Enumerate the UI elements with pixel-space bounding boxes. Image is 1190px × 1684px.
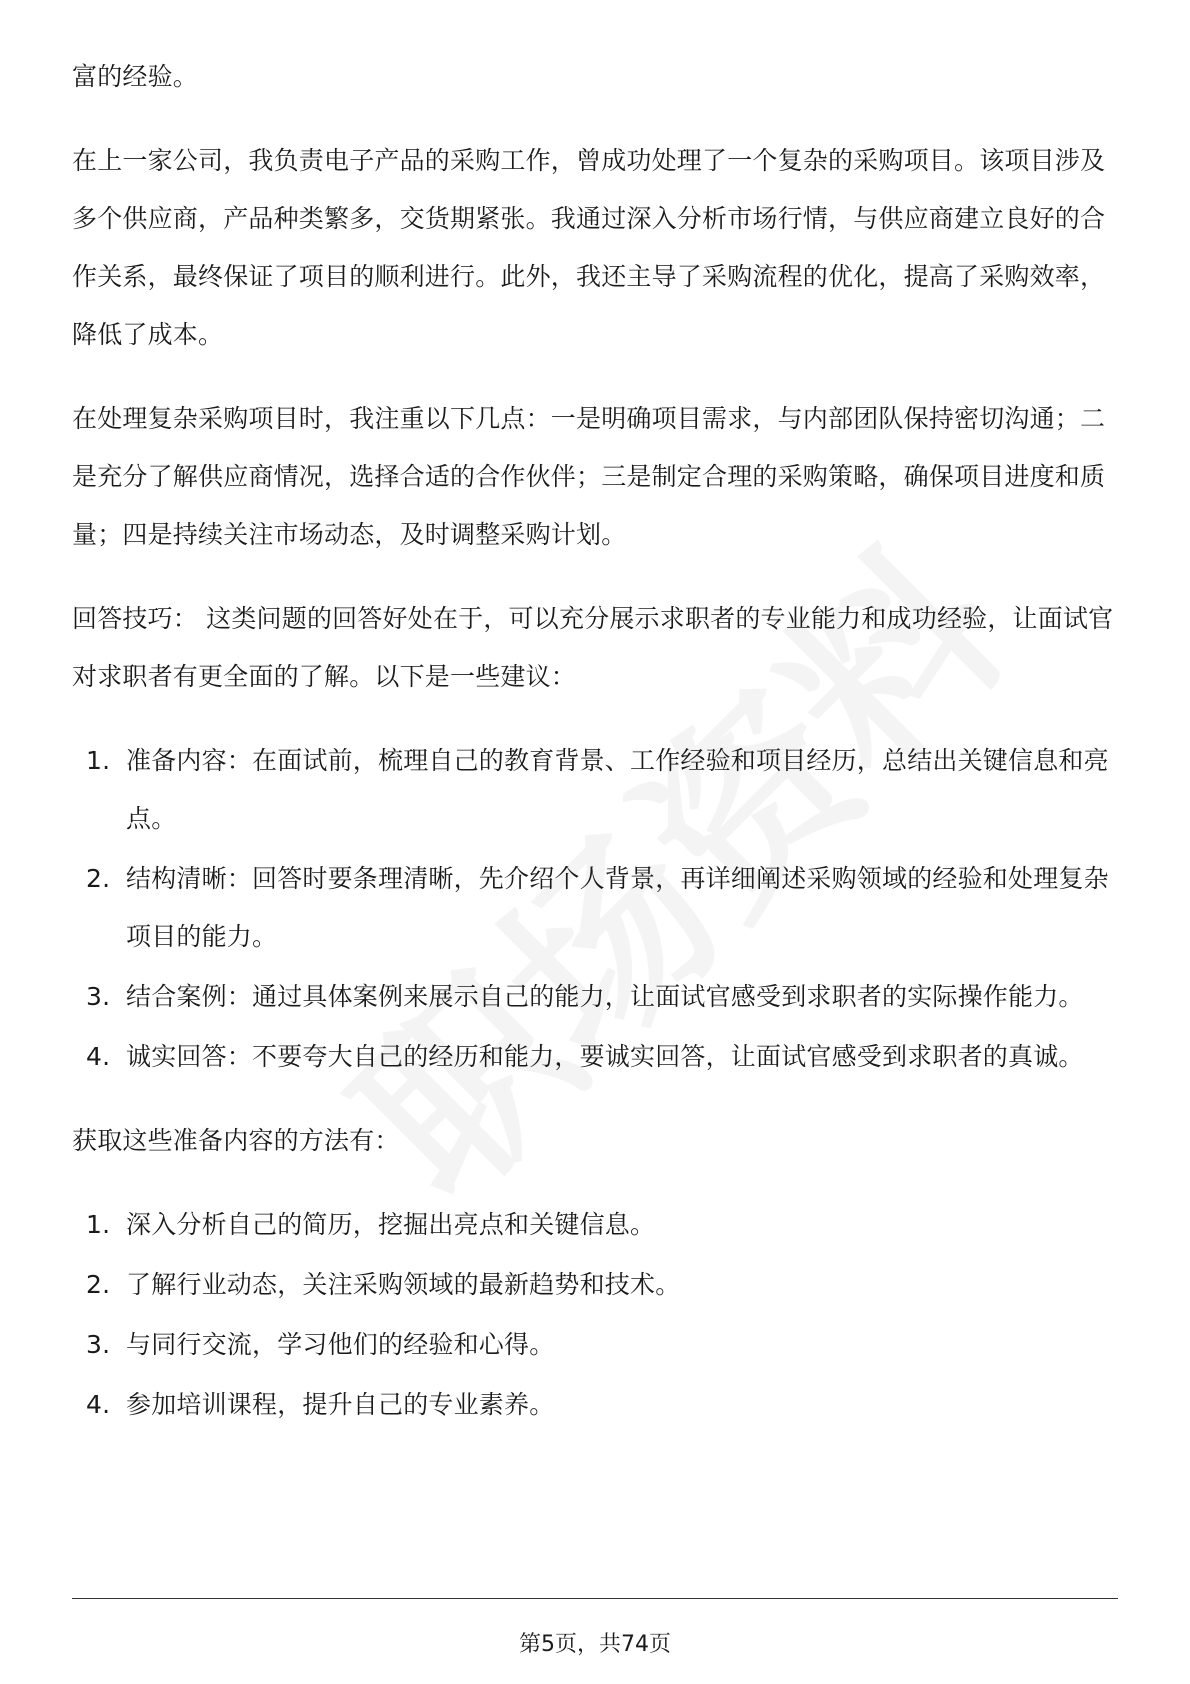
list-number: 1. (86, 1210, 111, 1239)
list-item (72, 968, 1118, 1026)
list-item (72, 1028, 1118, 1086)
list-item-text: 与同行交流，学习他们的经验和心得。 (126, 1330, 555, 1359)
list-item-text: 了解行业动态，关注采购领域的最新趋势和技术。 (126, 1270, 681, 1299)
list-item (72, 850, 1118, 966)
list-number: 4. (86, 1042, 111, 1071)
methods-list (72, 1196, 1118, 1434)
tips-list (72, 732, 1118, 1086)
list-item (72, 1196, 1118, 1254)
paragraph-methods-intro: 获取这些准备内容的方法有： (72, 1126, 400, 1155)
list-number: 1. (86, 746, 111, 775)
list-number: 3. (86, 1330, 111, 1359)
list-item (72, 1256, 1118, 1314)
list-item (72, 1376, 1118, 1434)
list-item-text: 结合案例：通过具体案例来展示自己的能力，让面试官感受到求职者的实际操作能力。 (126, 982, 1084, 1011)
list-item-text: 结构清晰：回答时要条理清晰，先介绍个人背景，再详细阐述采购领域的经验和处理复杂项目的能力。 (126, 864, 1109, 951)
paragraph-answer-tips: 回答技巧： 这类问题的回答好处在于，可以充分展示求职者的专业能力和成功经验，让面试官对求职者有更全面的了解。以下是一些建议： (72, 604, 1114, 691)
page-number: 第5页，共74页 (519, 1632, 671, 1657)
page-content (72, 48, 1118, 1460)
footer-divider (72, 1598, 1118, 1599)
list-item (72, 1316, 1118, 1374)
list-item (72, 732, 1118, 848)
list-item-text: 深入分析自己的简历，挖掘出亮点和关键信息。 (126, 1210, 656, 1239)
paragraph-approach: 在处理复杂采购项目时，我注重以下几点：一是明确项目需求，与内部团队保持密切沟通；二是充分了解供应商情况，选择合适的合作伙伴；三是制定合理的采购策略，确保项目进度和质量；四是持续关注市场动态，及时调整采购计划。 (72, 404, 1106, 549)
list-item-text: 准备内容：在面试前，梳理自己的教育背景、工作经验和项目经历，总结出关键信息和亮点。 (126, 746, 1109, 833)
list-item-text: 参加培训课程，提升自己的专业素养。 (126, 1390, 555, 1419)
paragraph-experience: 在上一家公司，我负责电子产品的采购工作，曾成功处理了一个复杂的采购项目。该项目涉及多个供应商，产品种类繁多，交货期紧张。我通过深入分析市场行情，与供应商建立良好的合作关系，最终保证了项目的顺利进行。此外，我还主导了采购流程的优化，提高了采购效率，降低了成本。 (72, 146, 1106, 349)
list-number: 2. (86, 1270, 111, 1299)
list-number: 2. (86, 864, 111, 893)
list-item-text: 诚实回答：不要夸大自己的经历和能力，要诚实回答，让面试官感受到求职者的真诚。 (126, 1042, 1084, 1071)
list-number: 3. (86, 982, 111, 1011)
paragraph-continuation: 富的经验。 (72, 62, 199, 91)
list-number: 4. (86, 1390, 111, 1419)
